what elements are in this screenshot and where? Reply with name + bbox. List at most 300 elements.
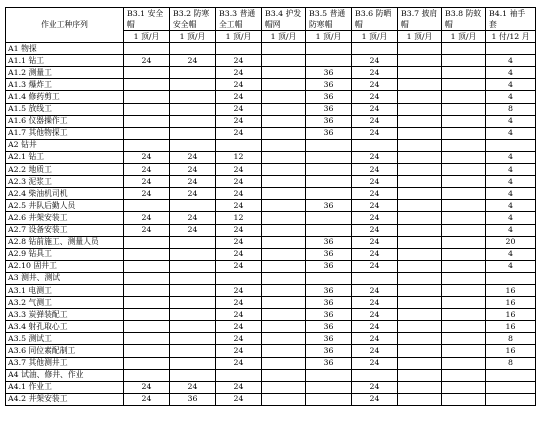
table-cell [262, 103, 306, 115]
table-cell [124, 284, 170, 296]
table-cell: 36 [306, 333, 352, 345]
table-cell [170, 297, 216, 309]
table-cell [262, 224, 306, 236]
column-unit: 1 顶/月 [398, 31, 442, 43]
table-cell [486, 381, 536, 393]
table-cell: 12 [216, 212, 262, 224]
table-cell [442, 43, 486, 55]
table-cell [262, 164, 306, 176]
table-cell [306, 43, 352, 55]
table-cell: 16 [486, 321, 536, 333]
table-cell [398, 188, 442, 200]
table-cell [442, 67, 486, 79]
column-header: B4.1 袖手套 [486, 8, 536, 31]
table-cell [306, 164, 352, 176]
column-unit: 1 顶/月 [216, 31, 262, 43]
table-cell [262, 309, 306, 321]
table-cell: 24 [352, 357, 398, 369]
table-cell [262, 248, 306, 260]
table-cell [398, 260, 442, 272]
table-cell: 4 [486, 115, 536, 127]
table-cell: 24 [216, 284, 262, 296]
table-cell: 24 [170, 151, 216, 163]
table-cell: 36 [306, 357, 352, 369]
table-row [6, 357, 536, 369]
column-unit: 1 顶/月 [124, 31, 170, 43]
table-cell [262, 357, 306, 369]
table-cell [486, 43, 536, 55]
column-unit: 1 付/12 月 [486, 31, 536, 43]
table-cell [306, 272, 352, 284]
table-cell: 24 [216, 79, 262, 91]
row-label: A1.1 钻工 [6, 55, 124, 67]
table-cell [442, 393, 486, 405]
table-row [6, 188, 536, 200]
table-row [6, 151, 536, 163]
table-cell [486, 272, 536, 284]
table-cell [398, 369, 442, 381]
table-cell [352, 369, 398, 381]
row-label: A3.2 气测工 [6, 297, 124, 309]
table-cell [124, 91, 170, 103]
table-cell: 36 [306, 309, 352, 321]
table-cell: 24 [352, 297, 398, 309]
table-cell [262, 260, 306, 272]
table-cell [306, 224, 352, 236]
table-cell [262, 115, 306, 127]
section-label: A3 测井、测试 [6, 272, 124, 284]
table-cell [124, 79, 170, 91]
section-row [6, 43, 536, 55]
table-cell: 24 [352, 309, 398, 321]
table-cell [306, 369, 352, 381]
table-cell [170, 115, 216, 127]
table-cell [124, 357, 170, 369]
table-cell [442, 164, 486, 176]
table-cell: 4 [486, 260, 536, 272]
row-label: A3.5 测试工 [6, 333, 124, 345]
table-cell: 8 [486, 357, 536, 369]
table-cell [306, 55, 352, 67]
table-cell [306, 381, 352, 393]
table-cell: 24 [216, 309, 262, 321]
table-cell [262, 55, 306, 67]
section-label: A1 物探 [6, 43, 124, 55]
row-label: A2.4 柴油机司机 [6, 188, 124, 200]
table-cell [170, 67, 216, 79]
row-label: A4.2 井架安装工 [6, 393, 124, 405]
column-unit: 1 顶/月 [170, 31, 216, 43]
table-cell [306, 212, 352, 224]
row-label: A1.3 爆炸工 [6, 79, 124, 91]
table-cell: 36 [306, 297, 352, 309]
table-cell [398, 236, 442, 248]
table-cell [442, 188, 486, 200]
table-cell: 24 [170, 212, 216, 224]
table-cell [170, 79, 216, 91]
table-cell [170, 236, 216, 248]
section-label: A2 钻井 [6, 139, 124, 151]
table-row [6, 79, 536, 91]
table-cell [306, 176, 352, 188]
table-cell [352, 43, 398, 55]
row-label: A1.5 放线工 [6, 103, 124, 115]
table-cell: 4 [486, 188, 536, 200]
table-cell [442, 236, 486, 248]
table-cell: 16 [486, 284, 536, 296]
table-cell: 24 [124, 381, 170, 393]
table-cell: 24 [352, 381, 398, 393]
table-row [6, 297, 536, 309]
table-cell [170, 139, 216, 151]
table-cell [398, 333, 442, 345]
table-cell [442, 115, 486, 127]
row-label: A3.6 同位素配制工 [6, 345, 124, 357]
section-row [6, 272, 536, 284]
table-cell: 24 [216, 248, 262, 260]
table-row [6, 127, 536, 139]
table-cell [442, 369, 486, 381]
table-row [6, 164, 536, 176]
table-cell: 4 [486, 224, 536, 236]
table-cell [398, 164, 442, 176]
row-label: A2.6 井架安装工 [6, 212, 124, 224]
table-cell [442, 260, 486, 272]
table-row [6, 236, 536, 248]
table-cell: 24 [352, 67, 398, 79]
table-cell [442, 200, 486, 212]
table-cell: 36 [306, 91, 352, 103]
row-label: A2.1 钻工 [6, 151, 124, 163]
table-cell: 4 [486, 127, 536, 139]
table-cell [398, 357, 442, 369]
table-cell [170, 345, 216, 357]
table-cell [398, 55, 442, 67]
column-header: B3.8 防蚊帽 [442, 8, 486, 31]
table-cell [124, 115, 170, 127]
table-cell: 4 [486, 55, 536, 67]
table-row [6, 284, 536, 296]
table-cell: 36 [306, 260, 352, 272]
table-cell: 24 [216, 236, 262, 248]
table-cell: 24 [124, 393, 170, 405]
table-cell: 16 [486, 309, 536, 321]
table-cell [398, 381, 442, 393]
column-unit: 1 顶/月 [262, 31, 306, 43]
table-cell: 24 [352, 164, 398, 176]
table-cell: 36 [306, 248, 352, 260]
table-cell [262, 212, 306, 224]
ppe-issue-table [5, 7, 536, 406]
table-cell: 24 [170, 381, 216, 393]
table-cell [398, 127, 442, 139]
row-label: A1.2 测量工 [6, 67, 124, 79]
table-cell: 20 [486, 236, 536, 248]
table-cell [170, 369, 216, 381]
table-cell [442, 381, 486, 393]
table-cell [262, 297, 306, 309]
table-cell [262, 236, 306, 248]
table-cell [352, 139, 398, 151]
table-row [6, 67, 536, 79]
column-unit: 1 顶/月 [352, 31, 398, 43]
table-cell [262, 345, 306, 357]
table-cell [262, 43, 306, 55]
table-cell [262, 393, 306, 405]
table-cell: 24 [352, 176, 398, 188]
table-cell: 24 [216, 381, 262, 393]
table-cell: 24 [216, 67, 262, 79]
table-cell [306, 139, 352, 151]
table-cell [398, 151, 442, 163]
table-cell [262, 381, 306, 393]
section-row [6, 369, 536, 381]
table-cell [170, 43, 216, 55]
table-cell [486, 393, 536, 405]
table-cell: 24 [216, 333, 262, 345]
table-row [6, 55, 536, 67]
table-cell [216, 272, 262, 284]
column-header: B3.1 安全帽 [124, 8, 170, 31]
table-row [6, 345, 536, 357]
table-row [6, 212, 536, 224]
row-label: A2.3 泥浆工 [6, 176, 124, 188]
table-cell [398, 345, 442, 357]
table-cell [398, 212, 442, 224]
table-cell [306, 188, 352, 200]
table-cell [262, 200, 306, 212]
table-cell: 8 [486, 103, 536, 115]
table-cell [262, 284, 306, 296]
table-cell: 24 [216, 200, 262, 212]
table-cell: 36 [306, 236, 352, 248]
table-cell [262, 151, 306, 163]
table-cell [170, 200, 216, 212]
table-cell [262, 127, 306, 139]
column-header: B3.4 护发帽网 [262, 8, 306, 31]
table-cell [124, 139, 170, 151]
row-label: A3.3 炭弹装配工 [6, 309, 124, 321]
table-cell: 36 [306, 127, 352, 139]
table-cell [124, 236, 170, 248]
table-cell [442, 55, 486, 67]
table-row [6, 224, 536, 236]
row-label: A2.7 设备安装工 [6, 224, 124, 236]
table-cell [442, 176, 486, 188]
table-cell: 4 [486, 67, 536, 79]
row-label: A1.4 修药剪工 [6, 91, 124, 103]
table-cell [262, 188, 306, 200]
table-cell [442, 284, 486, 296]
table-cell [442, 127, 486, 139]
table-cell [306, 151, 352, 163]
table-cell [216, 369, 262, 381]
row-label: A3.7 其他测井工 [6, 357, 124, 369]
table-cell: 24 [170, 164, 216, 176]
table-cell: 24 [216, 103, 262, 115]
table-cell: 24 [216, 91, 262, 103]
table-cell [398, 67, 442, 79]
table-cell [124, 333, 170, 345]
table-cell: 36 [306, 103, 352, 115]
table-row [6, 248, 536, 260]
table-cell: 24 [170, 176, 216, 188]
table-cell: 24 [352, 151, 398, 163]
table-cell: 24 [352, 200, 398, 212]
table-cell [442, 139, 486, 151]
table-row [6, 115, 536, 127]
table-cell [442, 345, 486, 357]
row-label: A2.5 井队后勤人员 [6, 200, 124, 212]
table-cell [124, 43, 170, 55]
table-cell: 24 [216, 297, 262, 309]
column-header: B3.6 防晒帽 [352, 8, 398, 31]
table-cell [124, 345, 170, 357]
table-cell: 24 [216, 393, 262, 405]
table-cell: 24 [124, 164, 170, 176]
column-unit: 1 顶/月 [442, 31, 486, 43]
table-cell: 24 [216, 176, 262, 188]
table-cell [442, 357, 486, 369]
table-cell: 24 [216, 357, 262, 369]
column-header: B3.5 普通防寒帽 [306, 8, 352, 31]
table-cell: 4 [486, 164, 536, 176]
table-cell [262, 321, 306, 333]
column-header: B3.2 防寒安全帽 [170, 8, 216, 31]
table-cell: 12 [216, 151, 262, 163]
table-cell: 24 [170, 55, 216, 67]
header-row [6, 8, 536, 31]
table-cell: 4 [486, 176, 536, 188]
row-label: A2.9 钻具工 [6, 248, 124, 260]
table-cell: 24 [216, 321, 262, 333]
table-cell [398, 309, 442, 321]
table-cell: 4 [486, 248, 536, 260]
table-cell [398, 115, 442, 127]
table-row [6, 91, 536, 103]
table-cell: 24 [352, 127, 398, 139]
table-cell [442, 224, 486, 236]
table-cell [170, 91, 216, 103]
table-row [6, 260, 536, 272]
table-cell: 36 [306, 115, 352, 127]
table-cell [262, 176, 306, 188]
table-cell [262, 67, 306, 79]
table-cell: 16 [486, 345, 536, 357]
table-cell: 4 [486, 79, 536, 91]
table-cell [262, 91, 306, 103]
table-cell: 36 [306, 79, 352, 91]
table-cell [442, 309, 486, 321]
table-cell [398, 43, 442, 55]
table-cell [442, 79, 486, 91]
table-cell [170, 333, 216, 345]
table-cell [170, 260, 216, 272]
table-cell: 24 [352, 224, 398, 236]
table-cell: 36 [306, 321, 352, 333]
table-cell: 24 [352, 260, 398, 272]
table-cell: 4 [486, 91, 536, 103]
table-cell: 4 [486, 200, 536, 212]
table-cell [398, 79, 442, 91]
table-cell: 16 [486, 297, 536, 309]
table-cell [262, 79, 306, 91]
table-cell: 24 [352, 284, 398, 296]
table-cell [124, 200, 170, 212]
corner-header: 作业工种序列 [6, 8, 124, 43]
table-cell [170, 321, 216, 333]
row-label: A2.2 地质工 [6, 164, 124, 176]
table-cell [442, 151, 486, 163]
table-cell: 24 [124, 212, 170, 224]
table-cell: 24 [216, 188, 262, 200]
table-cell: 24 [352, 115, 398, 127]
table-cell [442, 212, 486, 224]
table-cell [262, 369, 306, 381]
table-cell: 24 [352, 55, 398, 67]
row-label: A1.6 仪器操作工 [6, 115, 124, 127]
table-cell: 36 [306, 345, 352, 357]
table-cell [262, 139, 306, 151]
table-cell: 24 [216, 127, 262, 139]
row-label: A1.7 其他物探工 [6, 127, 124, 139]
table-cell [124, 127, 170, 139]
table-cell [124, 369, 170, 381]
table-cell [398, 248, 442, 260]
table-cell: 24 [170, 188, 216, 200]
table-cell: 24 [124, 151, 170, 163]
table-row [6, 200, 536, 212]
table-cell [442, 333, 486, 345]
table-cell [398, 284, 442, 296]
table-cell: 36 [306, 284, 352, 296]
table-row [6, 381, 536, 393]
table-cell: 24 [352, 103, 398, 115]
table-cell: 24 [352, 321, 398, 333]
table-cell: 24 [352, 188, 398, 200]
table-row [6, 309, 536, 321]
table-cell: 24 [216, 224, 262, 236]
table-cell [398, 297, 442, 309]
table-cell [170, 284, 216, 296]
section-label: A4 试油、修井、作业 [6, 369, 124, 381]
table-cell: 24 [216, 115, 262, 127]
table-row [6, 176, 536, 188]
table-cell [124, 321, 170, 333]
table-cell: 24 [216, 345, 262, 357]
table-cell: 24 [352, 393, 398, 405]
table-cell: 24 [170, 224, 216, 236]
table-cell [398, 321, 442, 333]
table-cell: 24 [352, 345, 398, 357]
table-cell [398, 139, 442, 151]
table-cell: 24 [352, 212, 398, 224]
table-cell: 24 [352, 333, 398, 345]
row-label: A2.8 钻前施工、测量人员 [6, 236, 124, 248]
table-cell [124, 103, 170, 115]
table-cell [170, 309, 216, 321]
table-cell [442, 248, 486, 260]
table-cell: 24 [124, 224, 170, 236]
table-cell: 24 [352, 79, 398, 91]
table-cell [262, 272, 306, 284]
table-cell [398, 200, 442, 212]
column-header: B3.3 普通全工帽 [216, 8, 262, 31]
table-cell [352, 272, 398, 284]
table-cell [216, 43, 262, 55]
table-cell [398, 393, 442, 405]
table-cell: 4 [486, 212, 536, 224]
